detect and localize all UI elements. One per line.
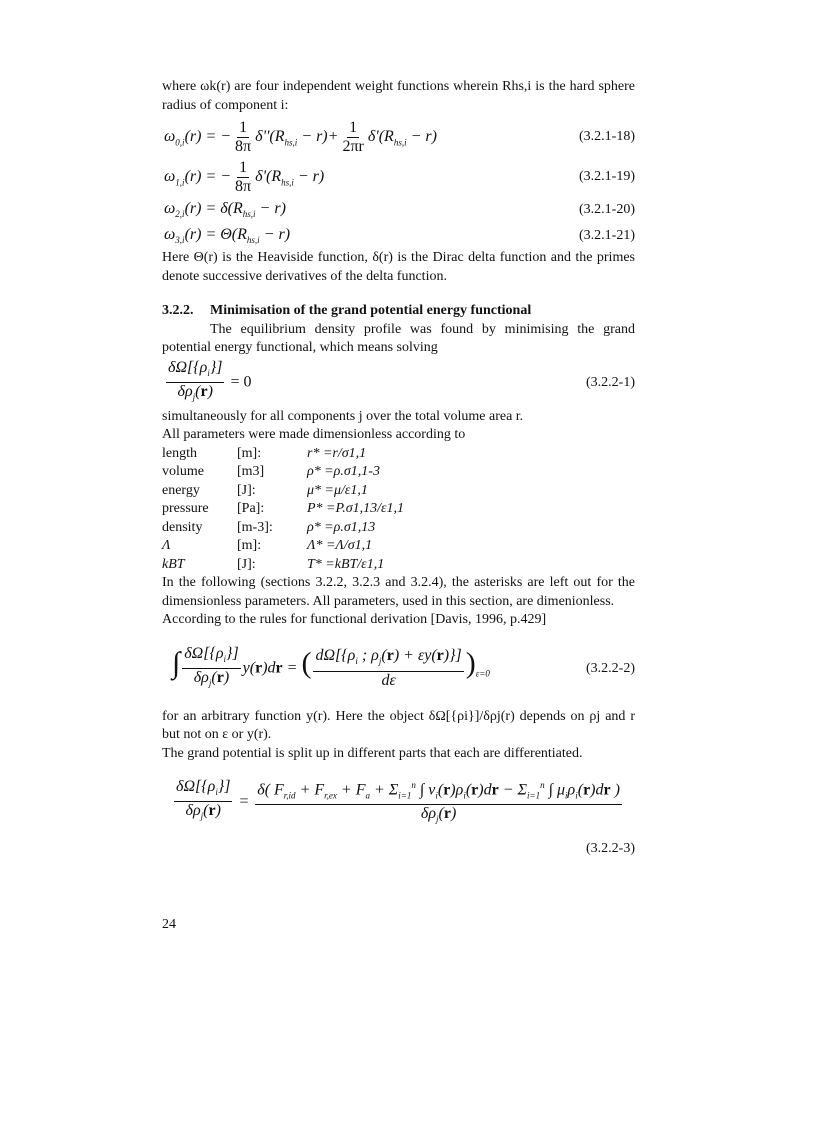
param-name: Λ bbox=[162, 538, 171, 554]
param-def: P* =P.σ1,13/ε1,1 bbox=[307, 501, 405, 517]
param-unit: [m3] bbox=[237, 464, 265, 480]
equation-row bbox=[162, 630, 635, 708]
heaviside-paragraph: Here Θ(r) is the Heaviside function, δ(r) is the Dirac delta function and the primes denote successive derivatives of the delta function. bbox=[162, 250, 635, 284]
param-def: r* =r/σ1,1 bbox=[307, 445, 367, 461]
simultaneous-paragraph: simultaneously for all components j over the total volume area r. bbox=[162, 408, 524, 424]
equation: $\omega_{0,i}(r)$ = − $\frac{1}{8\pi}$ $\delta''(R_{hs,i} - r)+$ $\frac{1}{2\pi r}$ $\delta'(R_{hs,i} - r)$ bbox=[164, 118, 437, 155]
equation-number: (3.2.2-2) bbox=[586, 660, 635, 676]
section-title: Minimisation of the grand potential energy functional bbox=[210, 303, 532, 318]
equation-number: (3.2.2-3) bbox=[586, 841, 635, 856]
table-row bbox=[162, 500, 404, 519]
page-number: 24 bbox=[162, 917, 176, 932]
equation: $\omega_{3,i}(r) = \Theta(R_{hs,i} - r)$ bbox=[164, 226, 291, 246]
page-body bbox=[162, 78, 635, 857]
split-paragraph: The grand potential is split up in different parts that each are differentiated. bbox=[162, 745, 583, 761]
equation-row bbox=[162, 358, 635, 408]
equation: $\frac{\delta\Omega[\{\rho_i\}]}{\delta\rho_j(r)}$ = 0 bbox=[168, 358, 252, 403]
param-name: kBT bbox=[162, 556, 185, 572]
param-def: ρ* =ρ.σ1,13 bbox=[307, 519, 376, 535]
param-def: T* =kBT/ε1,1 bbox=[307, 556, 385, 572]
param-name: pressure bbox=[162, 501, 209, 517]
arbitrary-function-paragraph: for an arbitrary function y(r). Here the object δΩ[{ρi}]/δρj(r) depends on ρj and r but not on ε or y(r). bbox=[162, 708, 635, 742]
param-name: density bbox=[162, 519, 203, 535]
minimisation-paragraph: The equilibrium density profile was found by minimising the grand potential energy functional, which means solving bbox=[162, 321, 635, 355]
equation-number: (3.2.2-1) bbox=[586, 374, 635, 390]
param-name: length bbox=[162, 445, 197, 461]
equation: $\frac{\delta\Omega[\{\rho_i\}]}{\delta\rho_j(r)}$ = δ( $F_{r,id} + F_{r,ex} + F_a + \Sigma_{i=1}^n$ ∫ $v_i(r)\rho_i(r)dr - \Sigma_{i=1}^n$ ∫ $\mu_i\rho_i(r)dr$ ) $\delta\rho_j(r)$ bbox=[170, 776, 624, 829]
dimensionless-intro: All parameters were made dimensionless according to bbox=[162, 427, 466, 442]
param-unit: [J]: bbox=[237, 556, 256, 572]
equation-number: (3.2.1-18) bbox=[579, 129, 635, 144]
equation-number: (3.2.1-19) bbox=[579, 169, 635, 184]
param-def: ρ* =ρ.σ1,1-3 bbox=[307, 464, 380, 480]
table-row bbox=[162, 445, 404, 464]
param-unit: [Pa]: bbox=[237, 501, 265, 517]
table-row bbox=[162, 463, 404, 482]
parameter-table bbox=[162, 445, 404, 575]
param-unit: [m]: bbox=[237, 538, 262, 554]
equation: $\omega_{1,i}(r)$ = − $\frac{1}{8\pi}$ $\delta'(R_{hs,i} - r)$ bbox=[164, 158, 325, 195]
param-unit: [m]: bbox=[237, 445, 262, 461]
equation-row bbox=[162, 157, 635, 197]
table-row bbox=[162, 537, 404, 556]
section-number: 3.2.2. bbox=[162, 303, 194, 318]
equation: $\omega_{2,i}(r) = \delta(R_{hs,i} - r)$ bbox=[164, 200, 286, 220]
equation: ∫ $\frac{\delta\Omega[\{\rho_i\}]}{\delta\rho_j(r)}$ y(r)dr = ( $\frac{d\Omega[\{\rho_i ; \rho_j(r) + \varepsilon y(r)\}]}{d\varepsilon}$ )$_{\varepsilon=0}$ bbox=[172, 644, 490, 689]
equation-number: (3.2.1-20) bbox=[579, 202, 635, 217]
asterisk-paragraph: In the following (sections 3.2.2, 3.2.3 and 3.2.4), the asterisks are left out for the dimensionless parameters. All parameters, used in this section, are dimenionless. bbox=[162, 575, 635, 609]
param-name: volume bbox=[162, 464, 204, 480]
derivation-paragraph: According to the rules for functional derivation [Davis, 1996, p.429] bbox=[162, 612, 547, 627]
section-heading bbox=[162, 302, 635, 321]
param-name: energy bbox=[162, 482, 200, 498]
param-unit: [m-3]: bbox=[237, 519, 273, 535]
table-row bbox=[162, 482, 404, 501]
param-unit: [J]: bbox=[237, 482, 256, 498]
equation-number: (3.2.1-21) bbox=[579, 228, 635, 243]
equation-row bbox=[162, 117, 635, 157]
intro-paragraph: where ωk(r) are four independent weight functions wherein Rhs,i is the hard sphere radius of component i: bbox=[162, 79, 635, 113]
table-row bbox=[162, 519, 404, 538]
param-def: Λ* =Λ/σ1,1 bbox=[307, 538, 373, 554]
equation-row bbox=[162, 223, 635, 249]
param-def: μ* =μ/ε1,1 bbox=[307, 482, 368, 498]
equation-row bbox=[162, 197, 635, 223]
table-row bbox=[162, 556, 404, 575]
equation-row bbox=[162, 763, 635, 841]
